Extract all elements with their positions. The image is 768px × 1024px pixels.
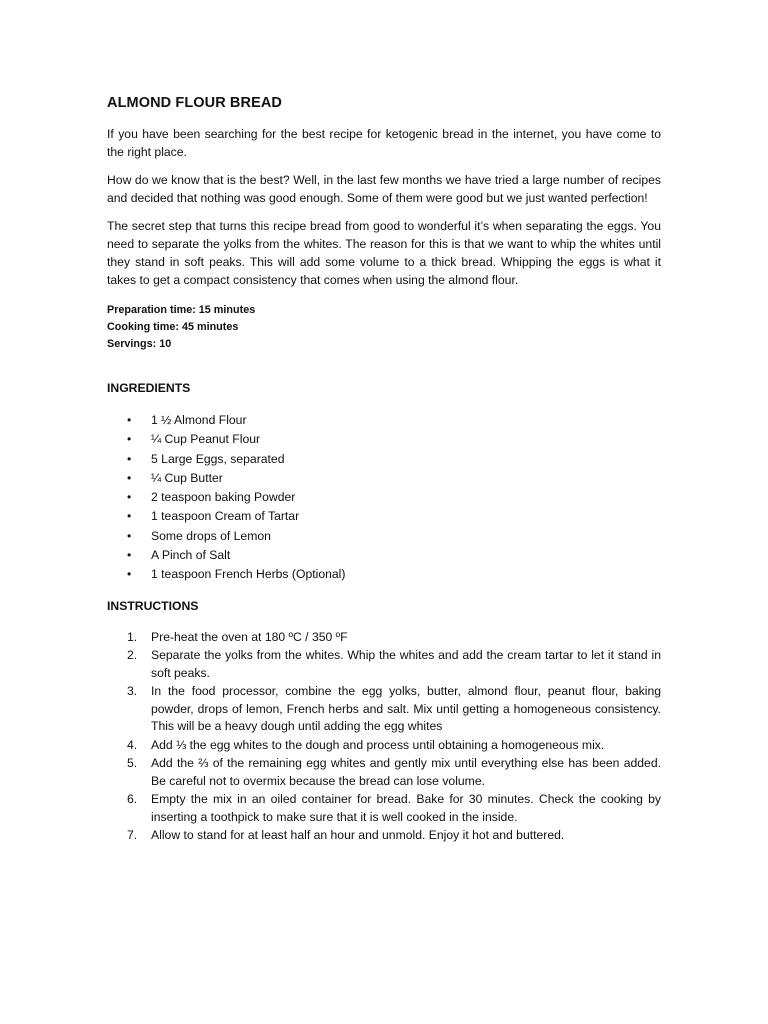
ingredient-item [107,546,661,565]
bullet-icon: • [127,451,132,466]
step-text: Allow to stand for at least half an hour and unmold. Enjoy it hot and buttered. [151,828,565,843]
step-number: 2. [127,648,138,663]
ingredient-text: 1 teaspoon French Herbs (Optional) [151,567,346,582]
bullet-icon: • [127,490,132,505]
step-text: Add the ⅔ of the remaining egg whites and gently mix until everything else has been added. Be careful not to overmix because the bread can lose volume. [151,756,661,788]
instruction-step [107,737,661,755]
instruction-step [107,629,661,647]
instruction-step [107,827,661,845]
ingredients-list [107,411,661,585]
ingredient-item [107,527,661,546]
ingredient-item [107,411,661,430]
step-number: 1. [127,629,138,644]
step-text: Separate the yolks from the whites. Whip the whites and add the cream tartar to let it stand in soft peaks. [151,648,661,680]
ingredient-text: 2 teaspoon baking Powder [151,490,296,505]
step-number: 5. [127,756,138,771]
ingredient-text: 1 teaspoon Cream of Tartar [151,509,300,524]
step-number: 4. [127,737,138,752]
cooking-time: Cooking time: 45 minutes [107,321,239,333]
ingredient-text: 5 Large Eggs, separated [151,451,285,466]
intro-paragraph-2: How do we know that is the best? Well, in the last few months we have tried a large number of recipes and decided that nothing was good enough. Some of them were good but we just wanted perfection! [107,173,661,205]
step-number: 6. [127,792,138,807]
intro-paragraph-3: The secret step that turns this recipe bread from good to wonderful it’s when separating the eggs. You need to separate the yolks from the whites. The reason for this is that we want to whip the whites until they stand in soft peaks. This will add some volume to a thick bread. Whipping the eggs is what it takes to get a compact consistency that comes when using the almond flour. [107,219,661,287]
recipe-title: ALMOND FLOUR BREAD [107,95,282,111]
step-text: Add ⅓ the egg whites to the dough and process until obtaining a homogeneous mix. [151,737,605,752]
ingredients-heading: INGREDIENTS [107,381,191,395]
intro-paragraph-1: If you have been searching for the best recipe for ketogenic bread in the internet, you have come to the right place. [107,127,661,159]
bullet-icon: • [127,548,132,563]
ingredient-text: ¼ Cup Butter [151,470,223,485]
instructions-heading: INSTRUCTIONS [107,598,199,613]
bullet-icon: • [127,528,132,543]
bullet-icon: • [127,432,132,447]
ingredient-item [107,488,661,507]
ingredient-item [107,565,661,584]
ingredient-item [107,450,661,469]
ingredient-item [107,469,661,488]
ingredient-item [107,507,661,526]
bullet-icon: • [127,567,132,582]
bullet-icon: • [127,509,132,524]
ingredient-item [107,430,661,449]
step-number: 7. [127,828,138,843]
instruction-step [107,647,661,682]
step-text: In the food processor, combine the egg yolks, butter, almond flour, peanut flour, baking powder, drops of lemon, French herbs and salt. Mix until getting a homogeneous consistency. This will be a heavy dough until adding the egg whites [151,684,661,734]
step-text: Empty the mix in an oiled container for bread. Bake for 30 minutes. Check the cooking by inserting a toothpick to make sure that it is well cooked in the inside. [151,792,661,824]
instruction-step [107,683,661,736]
recipe-meta [107,302,661,353]
ingredient-text: Some drops of Lemon [151,528,271,543]
ingredient-text: 1 ½ Almond Flour [151,413,247,427]
ingredient-text: A Pinch of Salt [151,548,231,563]
instruction-step [107,755,661,790]
ingredient-text: ¼ Cup Peanut Flour [151,432,261,447]
step-number: 3. [127,684,138,699]
instructions-list [107,629,661,845]
bullet-icon: • [127,470,132,485]
bullet-icon: • [127,413,132,427]
document-page [107,94,661,846]
step-text: Pre-heat the oven at 180 ºC / 350 ºF [151,629,348,644]
servings: Servings: 10 [107,338,172,350]
instruction-step [107,791,661,826]
preparation-time: Preparation time: 15 minutes [107,304,256,316]
